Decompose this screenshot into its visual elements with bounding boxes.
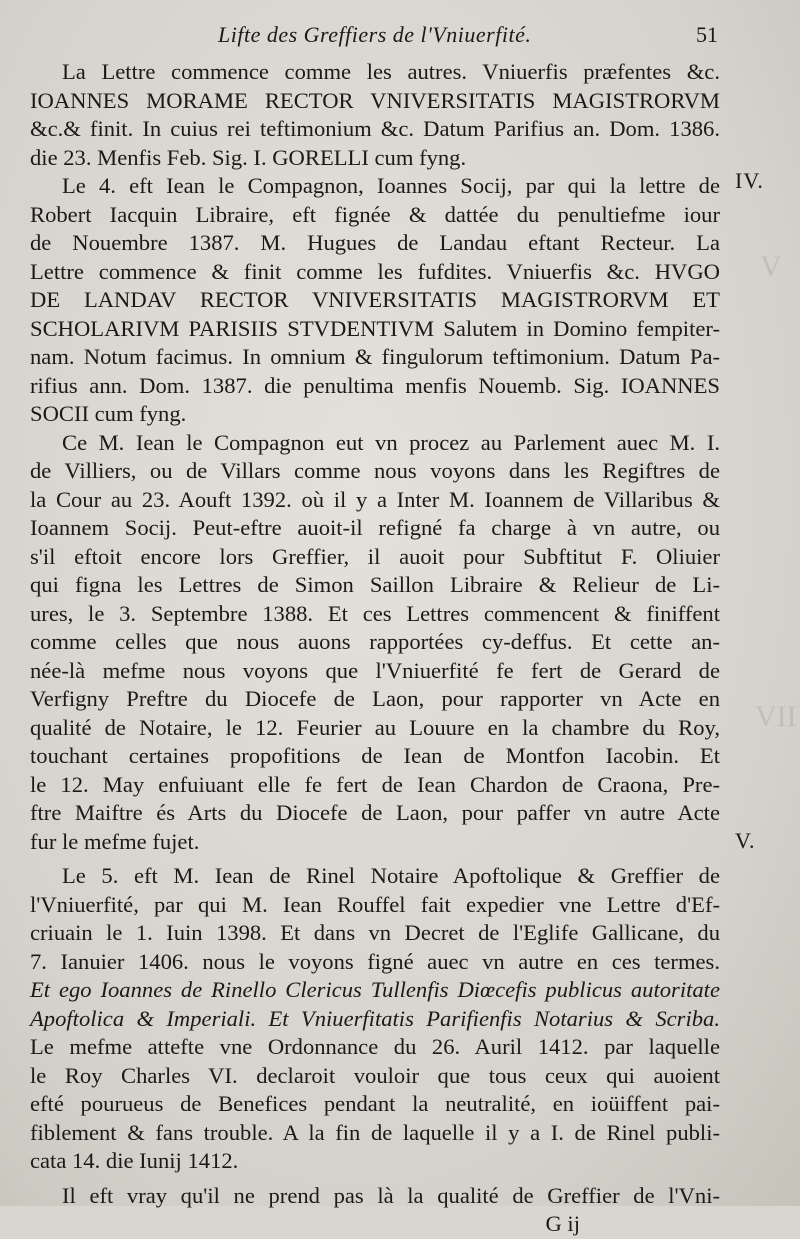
text-line: Robert Iacquin Libraire, eft fignée & dattée du penultiefme iour xyxy=(30,201,720,227)
text-line: Lettre commence & finit comme les fufdites. Vniuerfis &c. HVGO xyxy=(30,258,720,284)
text-line: de Villiers, ou de Villars comme nous voyons dans les Regiftres de xyxy=(30,458,720,483)
text-line: qualité de Notaire, le 12. Feurier au Louure en la chambre du Roy, xyxy=(30,714,720,740)
margin-numeral-iv: IV. xyxy=(735,168,764,193)
text-line: criuain le 1. Iuin 1398. Et dans vn Decret de l'Eglife Gallicane, du xyxy=(30,920,720,945)
text-line: Verfigny Preftre du Diocefe de Laon, pour rapporter vn Acte en xyxy=(30,686,720,711)
text-line: fiblement & fans trouble. A la fin de laquelle il y a I. de Rinel publi- xyxy=(30,1119,720,1145)
text-line: Le mefme attefte vne Ordonnance du 26. Auril 1412. par laquelle xyxy=(30,1034,720,1059)
text-line: IOANNES MORAME RECTOR VNIVERSITATIS MAGISTRORVM xyxy=(30,87,720,113)
page-number: 51 xyxy=(696,22,718,47)
text-line: ures, le 3. Septembre 1388. Et ces Lettres commencent & finiffent xyxy=(30,600,720,626)
bleed-through: V xyxy=(760,250,782,283)
body-text xyxy=(30,58,720,1239)
text-line: Ioannem Socij. Peut-eftre auoit-il refigné fa charge à vn autre, ou xyxy=(30,515,720,540)
text-line: née-là mefme nous voyons que l'Vniuerfité fe fert de Gerard de xyxy=(30,657,720,683)
text-line: fur le mefme fujet. xyxy=(30,828,200,854)
text-line: Le 4. eft Iean le Compagnon, Ioannes Socij, par qui la lettre de xyxy=(62,173,720,198)
text-line: nam. Notum facimus. In omnium & fingulorum teftimonium. Datum Pa- xyxy=(30,344,720,369)
text-line: qui figna les Lettres de Simon Saillon Libraire & Relieur de Li- xyxy=(30,572,720,597)
text-line: DE LANDAV RECTOR VNIVERSITATIS MAGISTRORVM ET xyxy=(30,287,720,312)
text-line: SOCII cum fyng. xyxy=(30,401,187,426)
text-line: La Lettre commence comme les autres. Vniuerfis præfentes &c. xyxy=(62,59,720,84)
signature-mark: G ij xyxy=(545,1211,580,1236)
text-line: die 23. Menfis Feb. Sig. I. GORELLI cum fyng. xyxy=(30,144,467,170)
text-line: ftre Maiftre és Arts du Diocefe de Laon, pour paffer vn autre Acte xyxy=(30,800,720,825)
text-line: Apoftolica & Imperiali. Et Vniuerfitatis Parifienfis Notarius & Scriba. xyxy=(30,1005,720,1031)
text-line: le 12. May enfuiuant elle fe fert de Iean Chardon de Craona, Pre- xyxy=(30,771,720,797)
text-line: touchant certaines propofitions de Iean de Montfon Iacobin. Et xyxy=(30,743,720,768)
text-line: le Roy Charles VI. declaroit vouloir que tous ceux qui auoient xyxy=(30,1062,720,1088)
text-line: cata 14. die Iunij 1412. xyxy=(30,1148,239,1173)
text-line: rifius ann. Dom. 1387. die penultima menfis Nouemb. Sig. IOANNES xyxy=(30,372,720,398)
text-line: efté pourueus de Benefices pendant la neutralité, en ioüiffent pai- xyxy=(30,1091,720,1116)
text-line: l'Vniuerfité, par qui M. Iean Rouffel fait expedier vne Lettre d'Ef- xyxy=(30,891,720,917)
text-line: Il eft vray qu'il ne prend pas là la qualité de Greffier de l'Vni- xyxy=(62,1182,720,1208)
text-line: Le 5. eft M. Iean de Rinel Notaire Apoftolique & Greffier de xyxy=(62,863,720,888)
text-line: de Nouembre 1387. M. Hugues de Landau eftant Recteur. La xyxy=(30,230,720,255)
text-line: 7. Ianuier 1406. nous le voyons figné auec vn autre en ces termes. xyxy=(30,948,720,974)
text-line: Et ego Ioannes de Rinello Clericus Tullenfis Diœcefis publicus autoritate xyxy=(30,977,720,1002)
text-line: s'il eftoit encore lors Greffier, il auoit pour Subftitut F. Oliuier xyxy=(30,543,720,569)
text-line: Ce M. Iean le Compagnon eut vn procez au Parlement auec M. I. xyxy=(62,429,720,455)
running-title: Lifte des Greffiers de l'Vniuerfité. xyxy=(218,22,532,47)
text-line: &c.& finit. In cuius rei teftimonium &c. Datum Parifius an. Dom. 1386. xyxy=(30,116,720,141)
margin-numeral-v: V. xyxy=(735,828,756,853)
text-line: la Cour au 23. Aouft 1392. où il y a Inter M. Ioannem de Villaribus & xyxy=(30,486,720,512)
text-line: comme celles que nous auons rapportées cy-deffus. Et cette an- xyxy=(30,629,720,654)
bleed-through: VII xyxy=(755,700,797,733)
text-line: SCHOLARIVM PARISIIS STVDENTIVM Salutem in Domino fempiter- xyxy=(30,315,720,341)
